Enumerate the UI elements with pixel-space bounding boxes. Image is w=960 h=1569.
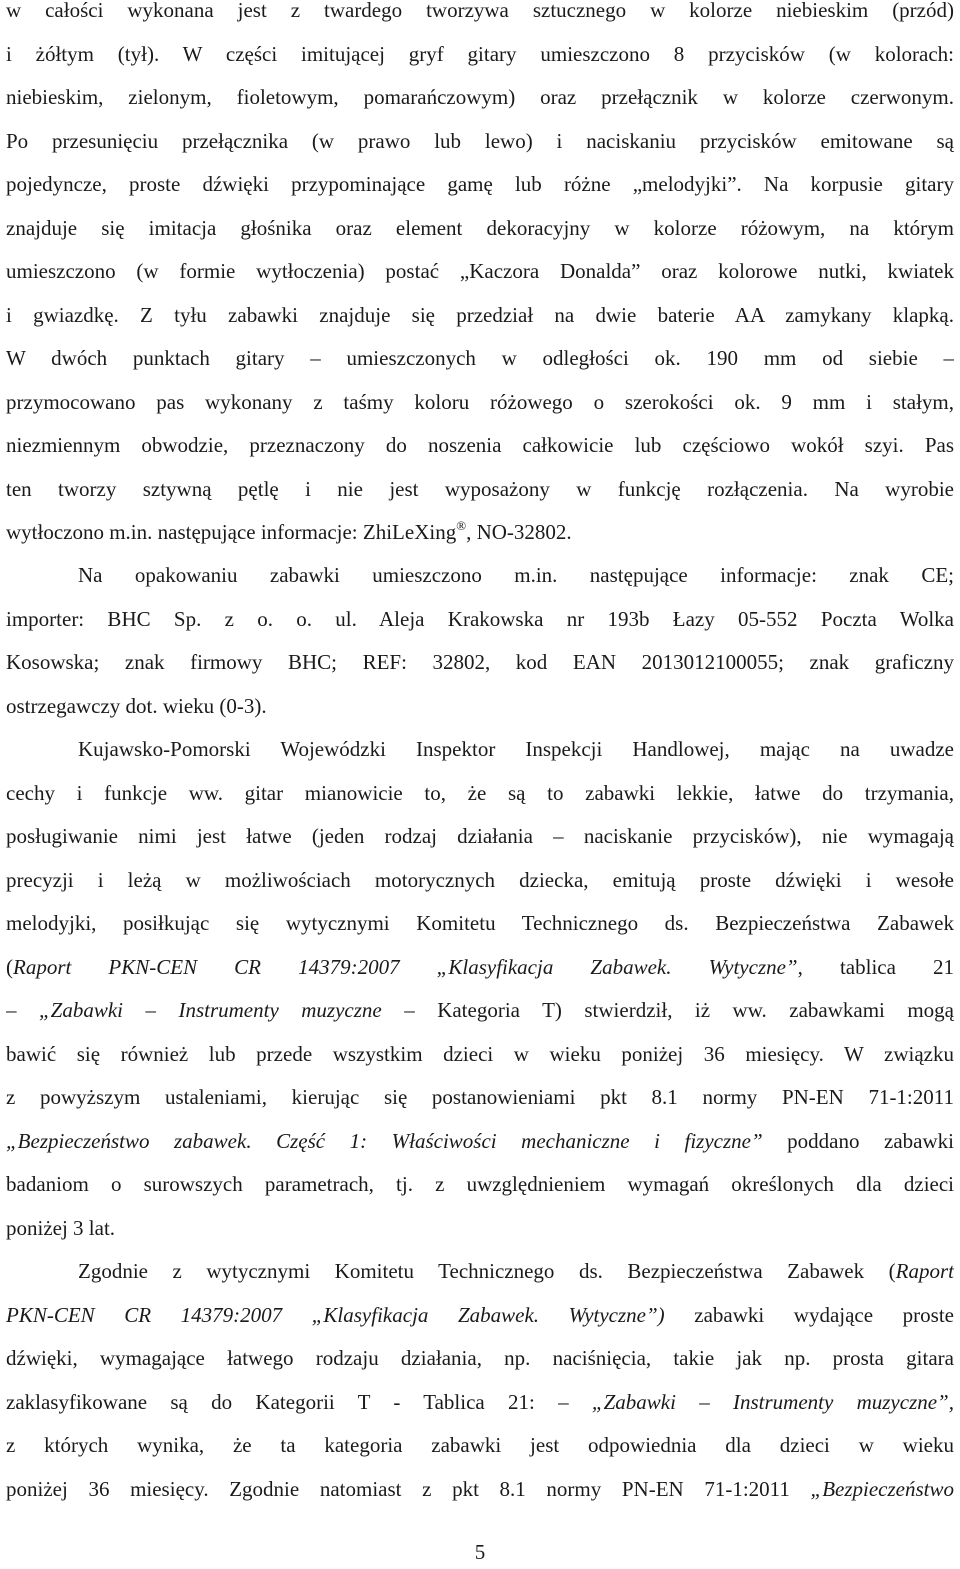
text-line: i gwiazdkę. Z tyłu zabawki znajduje się przedział na dwie baterie AA zamykany klapką. [6,302,954,327]
standard-title: „Bezpieczeństwo zabawek. Część 1: Właściwości mechaniczne i fizyczne” [6,1128,763,1153]
text-segment: Zgodnie z wytycznymi Komitetu Technicznego ds. Bezpieczeństwa Zabawek ( [78,1259,896,1283]
text-line: badaniom o surowszych parametrach, tj. z uwzględnieniem wymagań określonych dla dzieci [6,1172,954,1196]
text-segment: – Kategoria T) stwierdził, iż ww. zabawkami mogą [381,998,954,1022]
text-line: bawić się również lub przede wszystkim dzieci w wieku poniżej 36 miesięcy. W związku [6,1041,954,1066]
text-segment: , tablica 21 [797,954,954,979]
text-line: Po przesunięciu przełącznika (w prawo lub lewo) i naciskaniu przycisków emitowane są [6,128,954,153]
text-line: cechy i funkcje ww. gitar mianowicie to, że są to zabawki lekkie, łatwe do trzymania, [6,780,954,805]
text-segment: zaklasyfikowane są do Kategorii T - Tablica 21: [6,1389,559,1414]
text-line: importer: BHC Sp. z o. o. ul. Aleja Krakowska nr 193b Łazy 05-552 Poczta Wolka [6,606,954,631]
text-segment: , NO-32802. [466,520,572,544]
text-line: w całości wykonana jest z twardego tworzywa sztucznego w kolorze niebieskim (przód) [6,0,954,22]
text-line: poniżej 3 lat. [6,1215,116,1240]
text-line-citation [6,1294,954,1338]
text-line [6,1250,954,1294]
text-line-citation [6,946,954,990]
registered-mark: ® [456,518,467,533]
page-number: 5 [474,1540,486,1564]
text-line: Kujawsko-Pomorski Wojewódzki Inspektor Inspekcji Handlowej, mając na uwadze [78,737,954,761]
citation-title: – „Zabawki – Instrumenty muzyczne”, [558,1389,954,1414]
paragraph-packaging-info [0,554,960,728]
text-segment: ( [6,954,13,979]
text-segment: poddano zabawki [762,1128,954,1153]
text-line: Na opakowaniu zabawki umieszczono m.in. następujące informacje: znak CE; [78,563,954,587]
text-line-citation [6,1468,954,1512]
text-line: Kosowska; znak firmowy BHC; REF: 32802, kod EAN 2013012100055; znak graficzny [6,650,954,674]
text-line: melodyjki, posiłkując się wytycznymi Komitetu Technicznego ds. Bezpieczeństwa Zabawek [6,911,954,935]
text-line-citation [6,1381,954,1425]
text-line-citation [6,989,954,1033]
text-line: ostrzegawczy dot. wieku (0-3). [6,693,267,718]
text-line: pojedyncze, proste dźwięki przypominające gamę lub różne „melodyjki”. Na korpusie gitary [6,172,954,196]
standard-title: „Bezpieczeństwo [810,1476,954,1501]
text-segment: – [6,998,39,1022]
text-line: posługiwanie nimi jest łatwe (jeden rodzaj działania – naciskanie przycisków), nie wymagają [6,824,954,848]
text-segment: wytłoczono m.in. następujące informacje: ZhiLeXing [6,520,457,544]
text-segment: poniżej 36 miesięcy. Zgodnie natomiast z pkt 8.1 normy PN-EN 71-1:2011 [6,1476,811,1501]
text-line: W dwóch punktach gitary – umieszczonych w odległości ok. 190 mm od siebie – [6,346,954,370]
text-segment: zabawki wydające proste [664,1302,954,1327]
text-line: i żółtym (tył). W części imitującej gryf gitary umieszczono 8 przycisków (w kolorach: [6,41,954,66]
text-line: z powyższym ustaleniami, kierując się postanowieniami pkt 8.1 normy PN-EN 71-1:2011 [6,1085,954,1109]
text-line-citation [6,1120,954,1164]
paragraph-inspector-assessment [0,728,960,1250]
text-line: ten tworzy sztywną pętlę i nie jest wyposażony w funkcję rozłączenia. Na wyrobie [6,476,954,501]
text-line: znajduje się imitacja głośnika oraz element dekoracyjny w kolorze różowym, na którym [6,215,954,240]
text-line: przymocowano pas wykonany z taśmy koloru różowego o szerokości ok. 9 mm i stałym, [6,389,954,414]
citation-title: „Zabawki – Instrumenty muzyczne [38,998,382,1022]
text-line: dźwięki, wymagające łatwego rodzaju działania, np. naciśnięcia, takie jak np. prosta gitara [6,1346,954,1370]
text-line: niezmiennym obwodzie, przeznaczony do noszenia całkowicie lub częściowo wokół szyi. Pas [6,433,954,457]
paragraph-product-description [0,0,960,555]
text-line: niebieskim, zielonym, fioletowym, pomarańczowym) oraz przełącznik w kolorze czerwonym. [6,85,954,109]
text-line-trademark [6,511,954,555]
text-line: z których wynika, że ta kategoria zabawki jest odpowiednia dla dzieci w wieku [6,1433,954,1457]
citation-title: Raport [895,1259,954,1283]
paragraph-classification [0,1250,960,1511]
citation-title: Raport PKN-CEN CR 14379:2007 „Klasyfikacja Zabawek. Wytyczne” [13,954,798,979]
citation-title: PKN-CEN CR 14379:2007 „Klasyfikacja Zabawek. Wytyczne”) [6,1302,665,1327]
text-line: precyzji i leżą w możliwościach motorycznych dziecka, emitują proste dźwięki i wesołe [6,867,954,892]
text-line: umieszczono (w formie wytłoczenia) postać „Kaczora Donalda” oraz kolorowe nutki, kwiatek [6,259,954,283]
